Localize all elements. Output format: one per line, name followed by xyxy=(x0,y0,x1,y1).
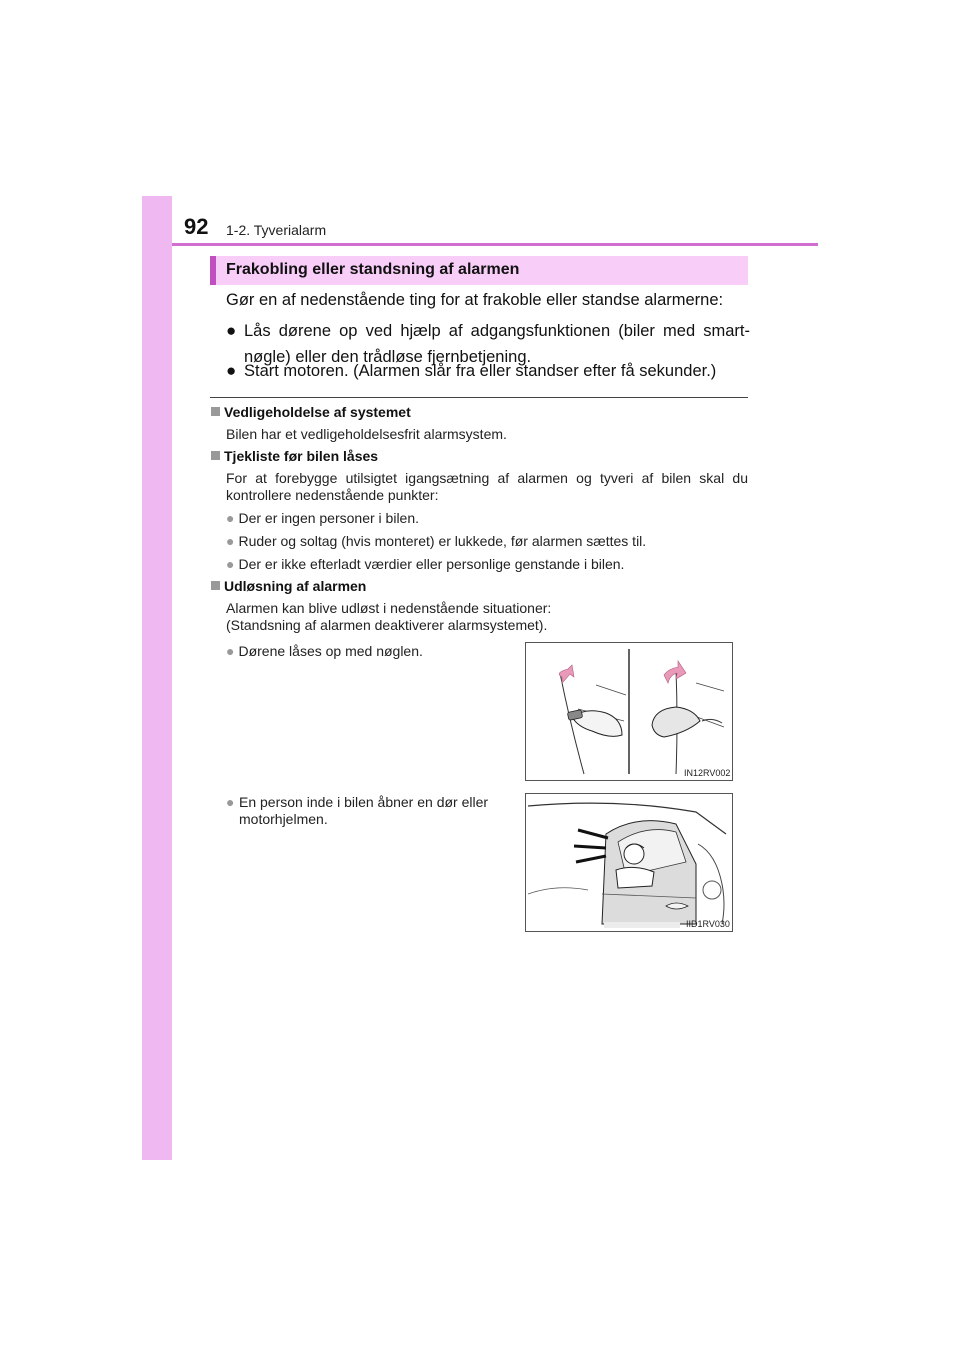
figure-person-door xyxy=(525,793,733,932)
bullet-dot-icon: ● xyxy=(226,643,235,659)
main-bullet-start-engine: ● Start motoren. (Alarmen slår fra eller standser efter få sekunder.) xyxy=(226,358,750,384)
figure-key-unlock xyxy=(525,642,733,781)
note-text-checklist: For at forebygge utilsigtet igangsætning af alarmen og tyveri af bilen skal du kontrollere nedenstående punkter: xyxy=(226,470,748,503)
bullet-dot-icon: ● xyxy=(226,510,235,526)
page-number: 92 xyxy=(184,214,209,239)
section-title: Frakobling eller standsning af alarmen xyxy=(226,261,520,278)
note-text-trigger-2: (Standsning af alarmen deaktiverer alarmsystemet). xyxy=(226,617,548,633)
section-label: 1-2. Tyverialarm xyxy=(226,222,327,238)
bullet-dot-icon: ● xyxy=(226,361,237,380)
note-text-trigger-1: Alarmen kan blive udløst i nedenstående situationer: xyxy=(226,600,552,616)
side-tab xyxy=(142,196,172,1160)
square-bullet-icon xyxy=(211,581,220,590)
header-rule xyxy=(172,243,818,246)
note-heading-maintenance: Vedligeholdelse af systemet xyxy=(211,404,411,420)
main-bullet-unlock: ● Lås dørene op ved hjælp af adgangsfunktionen (biler med smart-nøgle) eller den trådløse fjernbetjening. xyxy=(226,318,750,370)
divider xyxy=(210,397,748,398)
section-accent-bar xyxy=(210,256,216,285)
bullet-dot-icon: ● xyxy=(226,533,235,549)
checklist-item: ● Der er ingen personer i bilen. xyxy=(226,510,420,526)
figure-code: IN12RV002 xyxy=(684,768,731,778)
trigger-item: ● En person inde i bilen åbner en dør eller motorhjelmen. xyxy=(226,794,489,827)
figure-code: IID1RV030 xyxy=(686,919,730,929)
square-bullet-icon xyxy=(211,451,220,460)
note-text-maintenance: Bilen har et vedligeholdelsesfrit alarmsystem. xyxy=(226,426,507,442)
key-unlock-illustration xyxy=(526,643,732,780)
trigger-item: ● Dørene låses op med nøglen. xyxy=(226,643,423,659)
note-heading-checklist: Tjekliste før bilen låses xyxy=(211,448,378,464)
section-title-box xyxy=(210,256,748,285)
square-bullet-icon xyxy=(211,407,220,416)
bullet-dot-icon: ● xyxy=(226,321,237,340)
bullet-dot-icon: ● xyxy=(226,794,235,810)
arrow-icon xyxy=(664,661,686,683)
intro-text: Gør en af nedenstående ting for at frakoble eller standse alarmerne: xyxy=(226,291,724,309)
bullet-dot-icon: ● xyxy=(226,556,235,572)
checklist-item: ● Ruder og soltag (hvis monteret) er lukkede, før alarmen sættes til. xyxy=(226,533,647,549)
note-heading-trigger: Udløsning af alarmen xyxy=(211,578,366,594)
checklist-item: ● Der er ikke efterladt værdier eller personlige genstande i bilen. xyxy=(226,556,625,572)
person-door-illustration xyxy=(526,794,732,931)
